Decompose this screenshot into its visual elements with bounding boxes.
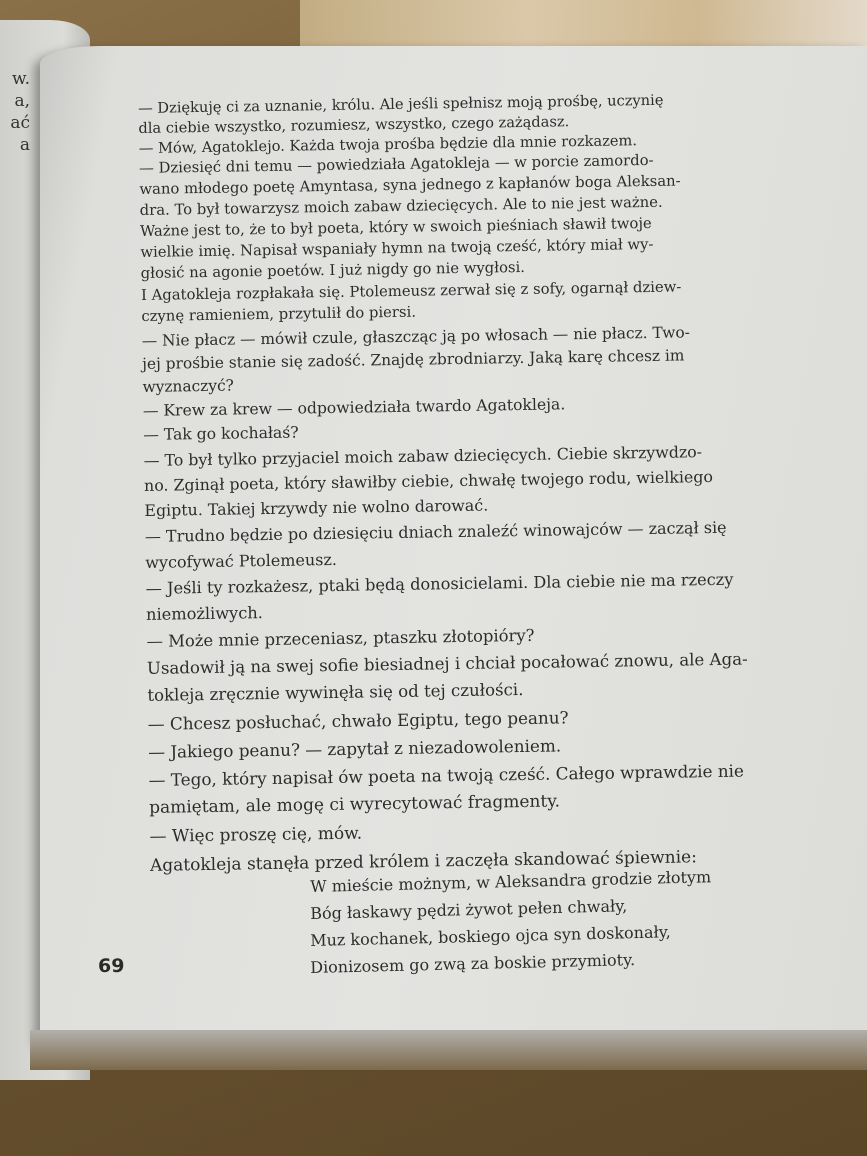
- text-line: — Mów, Agatoklejo. Każda twoja prośba będzie dla mnie rozkazem.: [138, 132, 638, 157]
- text-line: tokleja zręcznie wywinęła się od tej czułości.: [147, 680, 524, 705]
- verse-line: Muz kochanek, boskiego ojca syn doskonały,: [310, 922, 671, 950]
- text-line: Agatokleja stanęła przed królem i zaczęła skandować śpiewnie:: [149, 847, 698, 876]
- text-line: — Jeśli ty rozkażesz, ptaki będą donosicielami. Dla ciebie nie ma rzeczy: [145, 569, 734, 598]
- left-edge-line: a,: [14, 91, 30, 111]
- text-line: — Tak go kochałaś?: [143, 423, 299, 444]
- text-line: Egiptu. Takiej krzywdy nie wolno darować.: [144, 495, 489, 520]
- text-line: czynę ramieniem, przytulił do piersi.: [141, 303, 417, 325]
- text-line: — Tego, który napisał ów poeta na twoją cześć. Całego wprawdzie nie: [148, 760, 745, 790]
- text-line: Usadowił ją na swej sofie biesiadnej i chciał pocałować znowu, ale Aga-: [146, 649, 748, 678]
- text-line: I Agatokleja rozpłakała się. Ptolemeusz zerwał się z sofy, ogarnął dziew-: [140, 278, 682, 304]
- text-line: — Dziękuję ci za uznanie, królu. Ale jeśli spełnisz moją prośbę, uczynię: [138, 91, 664, 117]
- text-line: — Może mnie przeceniasz, ptaszku złotopióry?: [146, 625, 535, 651]
- left-page-edge-text: [0, 68, 30, 156]
- page-number: 69: [98, 955, 125, 977]
- text-line: wyznaczyć?: [142, 376, 234, 396]
- text-line: — Trudno będzie po dziesięciu dniach znaleźć winowajców — zaczął się: [144, 517, 727, 546]
- verse-line: W mieście możnym, w Aleksandra grodzie złotym: [310, 867, 712, 896]
- text-line: dra. To był towarzysz moich zabaw dziecięcych. Ale to nie jest ważne.: [139, 193, 663, 219]
- text-line: — To był tylko przyjaciel moich zabaw dziecięcych. Ciebie skrzywdzo-: [143, 442, 703, 470]
- left-edge-line: ać: [10, 113, 30, 133]
- text-line: no. Zginął poeta, który sławiłby ciebie, chwałę twojego rodu, wielkiego: [143, 467, 714, 495]
- left-edge-line: w.: [12, 69, 30, 89]
- text-line: niemożliwych.: [145, 603, 264, 624]
- text-line: — Chcesz posłuchać, chwało Egiptu, tego peanu?: [147, 707, 569, 734]
- text-line: wycofywać Ptolemeusz.: [145, 549, 338, 572]
- text-line: — Krew za krew — odpowiedziała twardo Agatokleja.: [142, 395, 566, 420]
- text-line: wielkie imię. Napisał wspaniały hymn na twoją cześć, który miał wy-: [140, 235, 654, 261]
- text-line: dla ciebie wszystko, rozumiesz, wszystko, czego zażądasz.: [138, 113, 570, 137]
- text-line: Ważne jest to, że to był poeta, który w swoich pieśniach sławił twoje: [139, 214, 652, 240]
- text-line: — Jakiego peanu? — zapytał z niezadowoleniem.: [148, 735, 562, 762]
- text-line: — Nie płacz — mówił czule, głaszcząc ją po włosach — nie płacz. Two-: [141, 323, 690, 350]
- text-line: — Więc proszę cię, mów.: [149, 823, 363, 847]
- verse-line: Dionizosem go zwą za boskie przymioty.: [310, 950, 636, 977]
- text-line: jej prośbie stanie się zadość. Znajdę zbrodniarzy. Jaką karę chcesz im: [142, 346, 685, 373]
- text-line: — Dziesięć dni temu — powiedziała Agatokleja — w porcie zamordo-: [138, 151, 654, 177]
- text-line: głosić na agonie poetów. I już nigdy go nie wygłosi.: [140, 258, 526, 282]
- page-bottom-edge: [30, 1030, 867, 1070]
- left-edge-line: a: [19, 135, 30, 155]
- text-line: pamiętam, ale mogę ci wyrecytować fragmenty.: [148, 791, 561, 818]
- verse-line: Bóg łaskawy pędzi żywot pełen chwały,: [310, 896, 628, 923]
- text-line: wano młodego poetę Amyntasa, syna jednego z kapłanów boga Aleksan-: [139, 172, 681, 198]
